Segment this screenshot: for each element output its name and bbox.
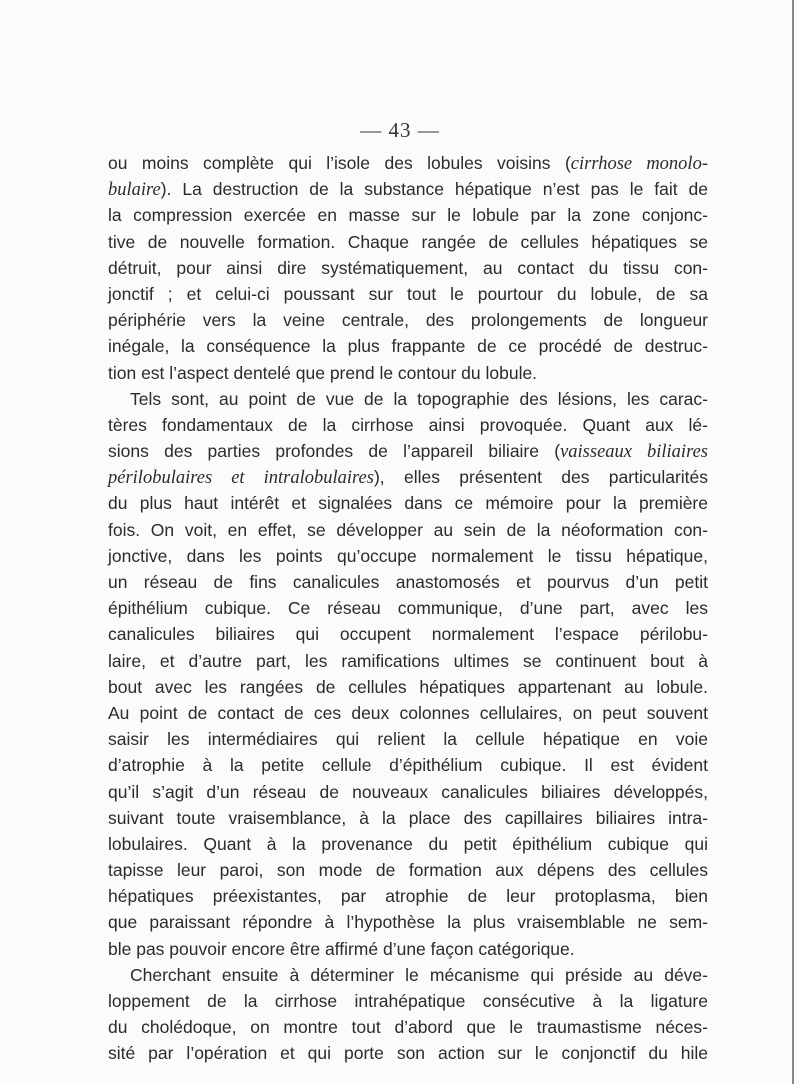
italic-run: périlobulaires et intralobulaires (108, 468, 374, 489)
text-run: hépatiques préexistantes, par atrophie de leur protoplasma, bien (108, 886, 708, 907)
text-line (108, 360, 708, 386)
text-run: ), elles présentent des particularités (373, 467, 708, 488)
text-run: bout avec les rangées de cellules hépatiques appartenant au lobule. (108, 676, 708, 697)
text-line (108, 569, 708, 595)
text-line (108, 962, 708, 988)
text-line (108, 595, 708, 621)
text-run: Tels sont, au point de vue de la topographie des lésions, les carac- (130, 388, 708, 409)
text-line (108, 202, 708, 228)
text-line (108, 700, 708, 726)
text-line (108, 438, 708, 464)
text-run: que paraissant répondre à l’hypothèse la plus vraisemblable ne sem- (108, 912, 708, 933)
text-line (108, 779, 708, 805)
text-line (108, 543, 708, 569)
text-run: un réseau de fins canalicules anastomosés et pourvus d’un petit (108, 572, 708, 592)
text-line (108, 988, 708, 1014)
text-run: lobulaires. Quant à la provenance du petit épithélium cubique qui (108, 833, 708, 854)
text-line (108, 229, 708, 255)
text-run: sions des parties profondes de l’appareil biliaire ( (108, 441, 561, 462)
text-line (108, 150, 708, 176)
text-run: ou moins complète qui l’isole des lobules voisins ( (108, 153, 571, 173)
italic-run: bulaire (108, 180, 161, 201)
text-run: épithélium cubique. Ce réseau communique, d’une part, avec les (108, 598, 708, 619)
page-edge-line (792, 0, 794, 1084)
text-line (108, 307, 708, 333)
text-run: tères fondamentaux de la cirrhose ainsi provoquée. Quant aux lé- (108, 414, 708, 435)
text-run: du cholédoque, on montre tout d’abord que le traumastisme néces- (108, 1017, 708, 1038)
text-line (108, 1014, 708, 1040)
text-run: détruit, pour ainsi dire systématiquement, au contact du tissu con- (108, 257, 708, 278)
text-line (108, 752, 708, 778)
text-run: jonctif ; et celui-ci poussant sur tout le pourtour du lobule, de sa (108, 283, 708, 304)
text-line (108, 176, 708, 202)
page-number: — 43 — (360, 118, 440, 142)
text-line (108, 1040, 708, 1066)
text-line (108, 621, 708, 647)
text-line (108, 831, 708, 857)
text-line (108, 281, 708, 307)
text-run: sité par l’opération et qui porte son action sur le conjonctif du hile (108, 1043, 708, 1064)
text-line (108, 464, 708, 490)
text-run: périphérie vers la veine centrale, des prolongements de longueur (108, 310, 708, 331)
text-line (108, 412, 708, 438)
text-line (108, 517, 708, 543)
text-run: tion est l’aspect dentelé que prend le contour du lobule. (108, 362, 538, 383)
text-line (108, 490, 708, 516)
text-line (108, 936, 708, 962)
text-line (108, 909, 708, 935)
text-line (108, 386, 708, 412)
text-run: ble pas pouvoir encore être affirmé d’une façon catégorique. (108, 938, 575, 959)
text-run: tive de nouvelle formation. Chaque rangée de cellules hépatiques se (108, 231, 708, 252)
italic-run: vaisseaux biliaires (560, 442, 708, 463)
text-line (108, 857, 708, 883)
text-run: tapisse leur paroi, son mode de formation aux dépens des cellules (108, 860, 708, 881)
text-run: ). La destruction de la substance hépatique n’est pas le fait de (160, 179, 708, 200)
text-run: Au point de contact de ces deux colonnes cellulaires, on peut souvent (108, 702, 708, 723)
text-run: laire, et d’autre part, les ramifications ultimes se continuent bout à (108, 650, 708, 671)
text-run: suivant toute vraisemblance, à la place des capillaires biliaires intra- (108, 807, 708, 828)
text-run: d’atrophie à la petite cellule d’épithélium cubique. Il est évident (108, 755, 708, 776)
text-run: Cherchant ensuite à déterminer le mécanisme qui préside au déve- (130, 964, 708, 985)
text-line (108, 883, 708, 909)
text-line (108, 726, 708, 752)
text-run: canalicules biliaires qui occupent normalement l’espace périlobu- (108, 624, 708, 645)
text-run: la compression exercée en masse sur le lobule par la zone conjonc- (108, 205, 708, 226)
text-run: qu’il s’agit d’un réseau de nouveaux canalicules biliaires développés, (108, 781, 708, 802)
text-line (108, 255, 708, 281)
body-text (108, 150, 708, 1067)
text-line (108, 333, 708, 359)
italic-run: cirrhose monolo- (570, 154, 708, 174)
text-run: loppement de la cirrhose intrahépatique consécutive à la ligature (108, 991, 708, 1011)
text-line (108, 674, 708, 700)
text-line (108, 805, 708, 831)
text-run: jonctive, dans les points qu’occupe normalement le tissu hépatique, (108, 545, 708, 566)
text-run: saisir les intermédiaires qui relient la cellule hépatique en voie (108, 729, 708, 750)
text-line (108, 648, 708, 674)
text-run: du plus haut intérêt et signalées dans ce mémoire pour la première (108, 493, 708, 514)
text-run: inégale, la conséquence la plus frappante de ce procédé de destruc- (108, 336, 708, 357)
text-run: fois. On voit, en effet, se développer au sein de la néoformation con- (108, 519, 708, 540)
